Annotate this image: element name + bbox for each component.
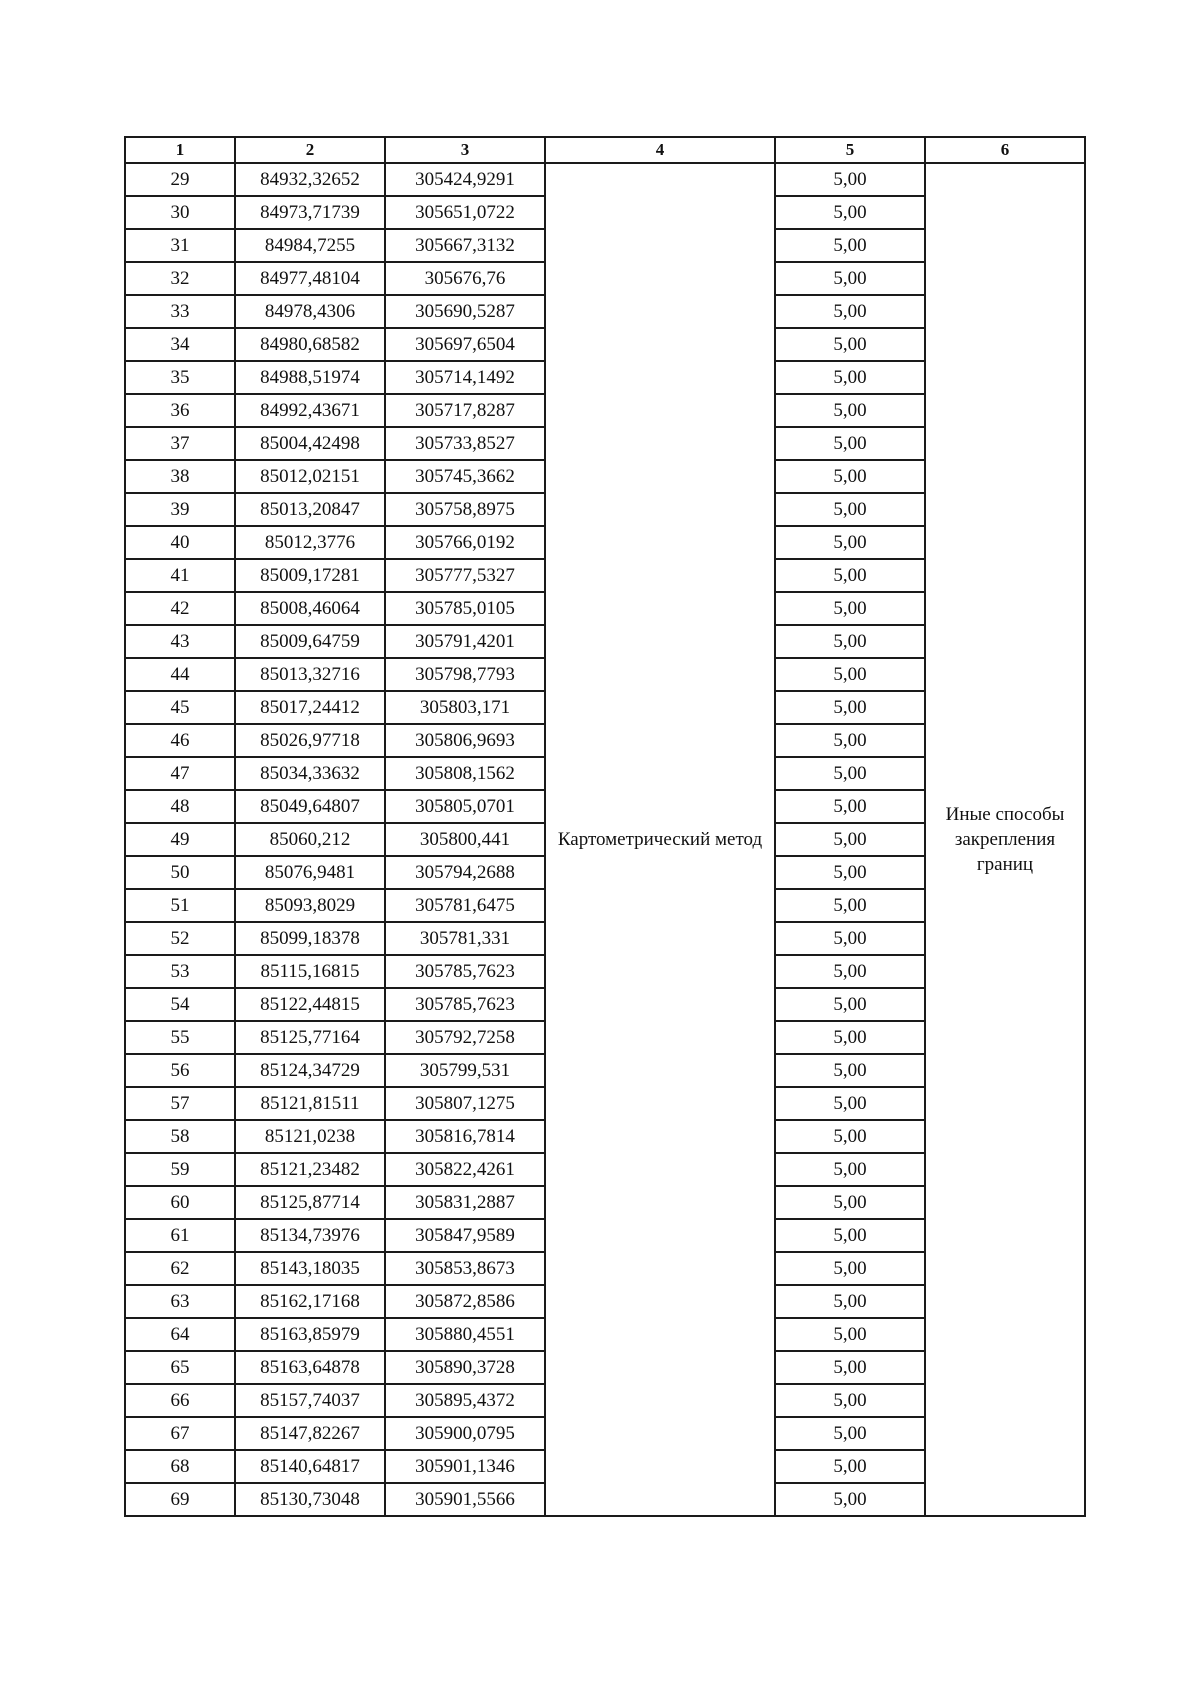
coordinate-x: 85121,81511 — [235, 1087, 385, 1120]
header-row — [125, 137, 1085, 163]
table-header — [125, 137, 1085, 163]
coordinate-y: 305651,0722 — [385, 196, 545, 229]
accuracy-value: 5,00 — [775, 757, 925, 790]
point-number: 35 — [125, 361, 235, 394]
accuracy-value: 5,00 — [775, 526, 925, 559]
coordinate-x: 85012,3776 — [235, 526, 385, 559]
accuracy-value: 5,00 — [775, 1054, 925, 1087]
point-number: 30 — [125, 196, 235, 229]
point-number: 61 — [125, 1219, 235, 1252]
coordinate-y: 305676,76 — [385, 262, 545, 295]
point-number: 60 — [125, 1186, 235, 1219]
coordinate-x: 85017,24412 — [235, 691, 385, 724]
point-number: 69 — [125, 1483, 235, 1516]
point-number: 53 — [125, 955, 235, 988]
point-number: 66 — [125, 1384, 235, 1417]
coordinate-y: 305798,7793 — [385, 658, 545, 691]
fixing-method-cell — [925, 163, 1085, 1516]
accuracy-value: 5,00 — [775, 163, 925, 196]
point-number: 67 — [125, 1417, 235, 1450]
coordinate-y: 305714,1492 — [385, 361, 545, 394]
point-number: 34 — [125, 328, 235, 361]
accuracy-value: 5,00 — [775, 1417, 925, 1450]
column-header-2: 2 — [235, 137, 385, 163]
coordinate-y: 305831,2887 — [385, 1186, 545, 1219]
point-number: 58 — [125, 1120, 235, 1153]
accuracy-value: 5,00 — [775, 592, 925, 625]
accuracy-value: 5,00 — [775, 1450, 925, 1483]
coordinate-x: 85008,46064 — [235, 592, 385, 625]
coordinate-x: 85121,23482 — [235, 1153, 385, 1186]
accuracy-value: 5,00 — [775, 988, 925, 1021]
coordinate-y: 305758,8975 — [385, 493, 545, 526]
point-number: 50 — [125, 856, 235, 889]
point-number: 39 — [125, 493, 235, 526]
coordinate-y: 305697,6504 — [385, 328, 545, 361]
accuracy-value: 5,00 — [775, 460, 925, 493]
accuracy-value: 5,00 — [775, 1252, 925, 1285]
coordinate-x: 85049,64807 — [235, 790, 385, 823]
point-number: 37 — [125, 427, 235, 460]
coordinate-y: 305667,3132 — [385, 229, 545, 262]
point-number: 47 — [125, 757, 235, 790]
method-text: Картометрический метод — [557, 828, 763, 850]
coordinate-y: 305805,0701 — [385, 790, 545, 823]
accuracy-value: 5,00 — [775, 1318, 925, 1351]
coordinate-y: 305847,9589 — [385, 1219, 545, 1252]
column-header-5: 5 — [775, 137, 925, 163]
accuracy-value: 5,00 — [775, 1153, 925, 1186]
coordinate-y: 305803,171 — [385, 691, 545, 724]
boundary-coordinates-table — [124, 136, 1086, 1517]
point-number: 49 — [125, 823, 235, 856]
accuracy-value: 5,00 — [775, 823, 925, 856]
coordinate-x: 85004,42498 — [235, 427, 385, 460]
point-number: 65 — [125, 1351, 235, 1384]
coordinate-x: 85026,97718 — [235, 724, 385, 757]
point-number: 64 — [125, 1318, 235, 1351]
coordinate-x: 85013,20847 — [235, 493, 385, 526]
coordinate-y: 305794,2688 — [385, 856, 545, 889]
point-number: 68 — [125, 1450, 235, 1483]
point-number: 40 — [125, 526, 235, 559]
coordinate-y: 305901,5566 — [385, 1483, 545, 1516]
point-number: 55 — [125, 1021, 235, 1054]
accuracy-value: 5,00 — [775, 394, 925, 427]
coordinate-x: 84992,43671 — [235, 394, 385, 427]
coordinate-y: 305890,3728 — [385, 1351, 545, 1384]
method-cell — [545, 163, 775, 1516]
point-number: 41 — [125, 559, 235, 592]
point-number: 54 — [125, 988, 235, 1021]
coordinate-x: 85122,44815 — [235, 988, 385, 1021]
accuracy-value: 5,00 — [775, 889, 925, 922]
coordinate-y: 305717,8287 — [385, 394, 545, 427]
coordinate-x: 84978,4306 — [235, 295, 385, 328]
accuracy-value: 5,00 — [775, 856, 925, 889]
accuracy-value: 5,00 — [775, 922, 925, 955]
coordinate-x: 85115,16815 — [235, 955, 385, 988]
accuracy-value: 5,00 — [775, 427, 925, 460]
coordinate-y: 305901,1346 — [385, 1450, 545, 1483]
coordinate-y: 305781,331 — [385, 922, 545, 955]
coordinate-x: 85009,17281 — [235, 559, 385, 592]
coordinate-x: 85140,64817 — [235, 1450, 385, 1483]
coordinate-x: 84977,48104 — [235, 262, 385, 295]
coordinate-y: 305800,441 — [385, 823, 545, 856]
point-number: 38 — [125, 460, 235, 493]
coordinate-y: 305733,8527 — [385, 427, 545, 460]
point-number: 31 — [125, 229, 235, 262]
accuracy-value: 5,00 — [775, 625, 925, 658]
accuracy-value: 5,00 — [775, 559, 925, 592]
coordinate-y: 305816,7814 — [385, 1120, 545, 1153]
coordinate-x: 84980,68582 — [235, 328, 385, 361]
coordinate-x: 85093,8029 — [235, 889, 385, 922]
point-number: 62 — [125, 1252, 235, 1285]
coordinate-x: 85013,32716 — [235, 658, 385, 691]
accuracy-value: 5,00 — [775, 1384, 925, 1417]
accuracy-value: 5,00 — [775, 724, 925, 757]
point-number: 44 — [125, 658, 235, 691]
column-header-6: 6 — [925, 137, 1085, 163]
coordinate-x: 85099,18378 — [235, 922, 385, 955]
coordinate-x: 84984,7255 — [235, 229, 385, 262]
coordinate-y: 305777,5327 — [385, 559, 545, 592]
coordinate-x: 85163,64878 — [235, 1351, 385, 1384]
accuracy-value: 5,00 — [775, 1285, 925, 1318]
accuracy-value: 5,00 — [775, 328, 925, 361]
point-number: 42 — [125, 592, 235, 625]
accuracy-value: 5,00 — [775, 691, 925, 724]
accuracy-value: 5,00 — [775, 1120, 925, 1153]
accuracy-value: 5,00 — [775, 658, 925, 691]
point-number: 36 — [125, 394, 235, 427]
accuracy-value: 5,00 — [775, 790, 925, 823]
accuracy-value: 5,00 — [775, 361, 925, 394]
coordinate-y: 305807,1275 — [385, 1087, 545, 1120]
point-number: 45 — [125, 691, 235, 724]
coordinate-x: 85147,82267 — [235, 1417, 385, 1450]
coordinate-y: 305900,0795 — [385, 1417, 545, 1450]
coordinate-x: 85124,34729 — [235, 1054, 385, 1087]
coordinate-x: 85125,77164 — [235, 1021, 385, 1054]
coordinate-x: 85060,212 — [235, 823, 385, 856]
coordinate-x: 85034,33632 — [235, 757, 385, 790]
coordinate-x: 85162,17168 — [235, 1285, 385, 1318]
coordinate-y: 305822,4261 — [385, 1153, 545, 1186]
coordinate-y: 305792,7258 — [385, 1021, 545, 1054]
coordinate-y: 305785,7623 — [385, 955, 545, 988]
accuracy-value: 5,00 — [775, 1186, 925, 1219]
point-number: 56 — [125, 1054, 235, 1087]
coordinate-x: 85157,74037 — [235, 1384, 385, 1417]
table-body — [125, 163, 1085, 1516]
coordinate-x: 84932,32652 — [235, 163, 385, 196]
coordinate-x: 85134,73976 — [235, 1219, 385, 1252]
point-number: 57 — [125, 1087, 235, 1120]
coordinate-x: 85012,02151 — [235, 460, 385, 493]
point-number: 51 — [125, 889, 235, 922]
accuracy-value: 5,00 — [775, 262, 925, 295]
point-number: 46 — [125, 724, 235, 757]
column-header-3: 3 — [385, 137, 545, 163]
column-header-1: 1 — [125, 137, 235, 163]
coordinate-x: 85076,9481 — [235, 856, 385, 889]
accuracy-value: 5,00 — [775, 1483, 925, 1516]
point-number: 33 — [125, 295, 235, 328]
accuracy-value: 5,00 — [775, 229, 925, 262]
coordinate-x: 85163,85979 — [235, 1318, 385, 1351]
coordinate-x: 85125,87714 — [235, 1186, 385, 1219]
accuracy-value: 5,00 — [775, 1021, 925, 1054]
coordinate-y: 305781,6475 — [385, 889, 545, 922]
coordinate-y: 305806,9693 — [385, 724, 545, 757]
point-number: 48 — [125, 790, 235, 823]
coordinate-y: 305799,531 — [385, 1054, 545, 1087]
coordinate-y: 305785,7623 — [385, 988, 545, 1021]
coordinate-x: 85121,0238 — [235, 1120, 385, 1153]
coordinate-y: 305785,0105 — [385, 592, 545, 625]
coordinate-y: 305880,4551 — [385, 1318, 545, 1351]
accuracy-value: 5,00 — [775, 1087, 925, 1120]
coordinate-y: 305895,4372 — [385, 1384, 545, 1417]
column-header-4: 4 — [545, 137, 775, 163]
coordinate-y: 305745,3662 — [385, 460, 545, 493]
point-number: 43 — [125, 625, 235, 658]
coordinate-x: 85130,73048 — [235, 1483, 385, 1516]
point-number: 63 — [125, 1285, 235, 1318]
point-number: 59 — [125, 1153, 235, 1186]
coordinate-x: 84973,71739 — [235, 196, 385, 229]
coordinate-x: 85009,64759 — [235, 625, 385, 658]
accuracy-value: 5,00 — [775, 295, 925, 328]
coordinate-y: 305791,4201 — [385, 625, 545, 658]
coordinate-x: 84988,51974 — [235, 361, 385, 394]
table-row — [125, 163, 1085, 196]
accuracy-value: 5,00 — [775, 1219, 925, 1252]
coordinate-y: 305853,8673 — [385, 1252, 545, 1285]
coordinate-x: 85143,18035 — [235, 1252, 385, 1285]
coordinate-y: 305808,1562 — [385, 757, 545, 790]
accuracy-value: 5,00 — [775, 196, 925, 229]
coordinate-y: 305690,5287 — [385, 295, 545, 328]
point-number: 32 — [125, 262, 235, 295]
fixing-method-text: Иные способы закрепления границ — [945, 803, 1065, 875]
coordinate-y: 305872,8586 — [385, 1285, 545, 1318]
coordinate-y: 305766,0192 — [385, 526, 545, 559]
point-number: 52 — [125, 922, 235, 955]
accuracy-value: 5,00 — [775, 493, 925, 526]
coordinate-y: 305424,9291 — [385, 163, 545, 196]
document-sheet — [124, 136, 1086, 1517]
point-number: 29 — [125, 163, 235, 196]
accuracy-value: 5,00 — [775, 955, 925, 988]
accuracy-value: 5,00 — [775, 1351, 925, 1384]
